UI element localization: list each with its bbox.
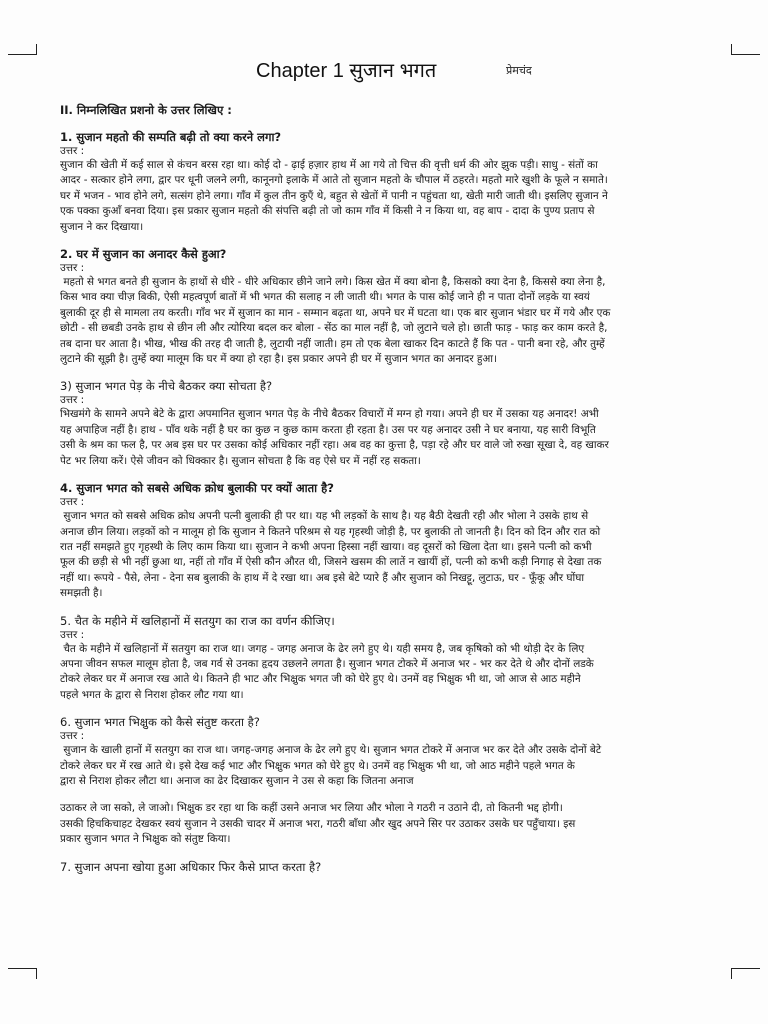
answer-paragraph: भिखमंगे के सामने अपने बेटे के द्वारा अपमानित सुजान भगत पेड़ के नीचे बैठकर विचारों में मग्न हो गया। अपने ही घर में उसका यह अनादर! अभी यह अपाहिज नहीं है। हाथ - पाँव थके नहीं है घर का कुछ न कुछ काम करता ही रहता है। उस पर यह अनादर उसी ने घर बनाया, यह सारी विभूति उसी के श्रम का फल है, पर अब इस घर पर उसका कोई अधिकार नहीं रहा। अब वह का कुत्ता है, पड़ा रहे और घर वाले जो रुखा सूखा दे, वह खाकर पेट भर लिया करें। ऐसे जीवन को धिक्कार है। सुजान सोचता है कि वह ऐसे घर में नहीं रह सकता। [60,408,609,467]
answer-paragraph: उठाकर ले जा सको, ले जाओ। भिक्षुक डर रहा था कि कहीं उसने अनाज भर लिया और भोला ने गठरी न उठाने दी, तो कितनी भद्द होगी। उसकी हिचकिचाहट देखकर स्वयं सुजान ने उसकी चादर में अनाज भरा, गठरी बाँधा और खुद अपने सिर पर उठाकर उसके घर पहुँचाया। इस प्रकार सुजान भगत ने भिक्षुक को संतुष्ट किया। [60,802,576,846]
answer-paragraph: सुजान की खेती में कई साल से कंचन बरस रहा था। कोई दो - ढ़ाई हज़ार हाथ में आ गये तो चित्त की वृत्ती धर्म की ओर झुक पड़ी। साधु - संतों का आदर - सत्कार होने लगा, द्वार पर धूनी जलने लगी, कानूनगो इलाके में आते तो सुजान महतो के चौपाल में ठहरते। महतो मारे खुशी के फूले न समाते। घर में भजन - भाव होने लगे, सत्संग होने लगा। गाँव में कुल तीन कुएँ थे, बहुत से खेतों में पानी न पहुंचता था, खेती मारी जाती थी। इसलिए सुजान ने एक पक्का कुआँ बनवा दिया। इस प्रकार सुजान महतो की संपत्ति बढ़ी तो जो काम गाँव में किसी ने न किया था, वह बाप - दादा के पुण्य प्रताप से सुजान ने कर दिखाया। [60,159,608,233]
question-text: 6. सुजान भगत भिक्षुक को कैसे संतुष्ट करता है? [60,715,260,730]
question-text: 4. सुजान भगत को सबसे अधिक क्रोध बुलाकी पर क्यों आता है? [60,481,334,496]
question-text: 2. घर में सुजान का अनादर कैसे हुआ? [60,247,227,262]
question-text: 1. सुजान महतो की सम्पति बढ़ी तो क्या करने लगा? [60,130,282,144]
question-text: 3) सुजान भगत पेड़ के नीचे बैठकर क्या सोचता है? [60,379,273,394]
crop-mark-top-left [8,44,37,55]
author-name: प्रेमचंद [506,64,532,77]
chapter-title: Chapter 1 सुजान भगत [256,60,437,82]
answer-paragraph: महतो से भगत बनते ही सुजान के हाथों से धीरे - धीरे अधिकार छीने जाने लगे। किस खेत में क्या बोना है, किसको क्या देना है, किससे क्या लेना है, किस भाव क्या चीज़ बिकी, ऐसी महत्वपूर्ण बातों में भी भगत की सलाह न ली जाती थी। भगत के पास कोई जाने ही न पाता दोनों लड़के या स्वयं बुलाकी दूर ही से मामला तय करती। गाँव भर में सुजान का मान - सम्मान बढ़ता था, अपने घर में घटता था। एक बार सुजान भंडार घर में गये और एक छोटी - सी छबडी उनके हाथ से छीन ली और त्योरिया बदल कर बोला - सेंठ का माल नहीं है, जो लुटाने चले हो। छाती फाड़ - फाड़ कर काम करते है, तब दाना घर आता है। भीख, भीख की तरह दी जाती है, लुटायी नहीं जाती। हम तो एक बेला खाकर दिन काटते हैं कि पत - पानी बना रहे, और तुम्हें लुटाने की सूझी है। तुम्हें क्या मालूम कि घर में क्या हो रहा है। इस प्रकार अपने ही घर में सुजान भगत का अनादर हुआ। [60,276,611,366]
crop-mark-bottom-left [8,968,37,979]
answer-label: उत्तर : [60,496,85,509]
question-block-4 [60,480,720,601]
answer-label: उत्तर : [60,145,85,157]
answer-label: उत्तर : [60,730,85,743]
answer-paragraph: सुजान भगत को सबसे अधिक क्रोध अपनी पत्नी बुलाकी ही पर था। यह भी लड़कों के साथ है। यह बैठी देखती रही और भोला ने उसके हाथ से अनाज छीन लिया। लड़कों को न मालूम हो कि सुजान ने कितने परिश्रम से यह गृहस्थी जोड़ी है, पर बुलाकी तो जानती है। दिन को दिन और रात को रात नहीं समझते हुए गृहस्थी के लिए काम किया था। सुजान ने कभी अपना हिस्सा नहीं खाया। वह दूसरों को खिला देता था। इसने पत्नी को कभी फूल की छड़ी से भी नहीं छुआ था, नहीं तो गाँव में ऐसी कौन औरत थी, जिसने खसम की लातें न खायीं हों, पत्नी को कभी कड़ी निगाह से देखा तक नहीं था। रूपये - पैसे, लेना - देना सब बुलाकी के हाथ में दे रखा था। अब इसे बेटे प्यारे हैं और सुजान को निखट्टू, लुटाऊ, घर - फूँकू और घोंघा समझती है। [60,510,602,600]
answer-paragraph: सुजान के खाली हानों में सतयुग का राज था। जगह-जगह अनाज के ढेर लगे हुए थे। सुजान भगत टोकरे में अनाज भर कर देते और उसके दोनों बेटे टोकरे लेकर घर में रख आते थे। इसे देख कई भाट और भिक्षुक भगत को घेरे हुए थे। उनमें वह भिक्षुक भी था, जो आठ महीने पहले भगत के द्वारा से निराश होकर लौटा था। अनाज का ढेर दिखाकर सुजान ने उस से कहा कि जितना अनाज [60,744,602,787]
question-text: 5. चैत के महीने में खलिहानों में सतयुग का राज का वर्णन कीजिए। [60,613,335,628]
question-block-1 [60,129,720,235]
answer-label: उत्तर : [60,262,85,275]
crop-mark-top-right [731,44,760,55]
page-header [60,56,720,92]
question-block-7 [60,859,720,875]
question-block-3 [60,378,720,469]
answer-label: उत्तर : [60,628,85,641]
question-block-5 [60,613,720,704]
question-block-2 [60,246,720,367]
question-text: 7. सुजान अपना खोया हुआ अधिकार फिर कैसे प्राप्त करता है? [60,859,322,874]
instruction-heading: II. निम्नलिखित प्रशनो के उत्तर लिखिए : [60,103,232,117]
crop-mark-bottom-right [731,968,760,979]
question-block-6 [60,714,720,847]
answer-label: उत्तर : [60,394,85,407]
answer-paragraph: चैत के महीने में खलिहानों में सतयुग का राज था। जगह - जगह अनाज के ढेर लगे हुए थे। यही समय है, जब कृषिको को भी थोड़ी देर के लिए अपना जीवन सफल मालूम होता है, जब गर्व से उनका हृदय उछलने लगता है। सुजान भगत टोकरे में अनाज भर - भर कर देते थे और दोनों लडके टोकरे लेकर घर में अनाज रख आते थे। कितने ही भाट और भिक्षुक भगत जी को घेरे हुए थे। उनमें वह भिक्षुक भी था, जो आज से आठ महीने पहले भगत के द्वारा से निराश होकर लौट गया था। [60,642,594,701]
document-content [60,56,720,875]
